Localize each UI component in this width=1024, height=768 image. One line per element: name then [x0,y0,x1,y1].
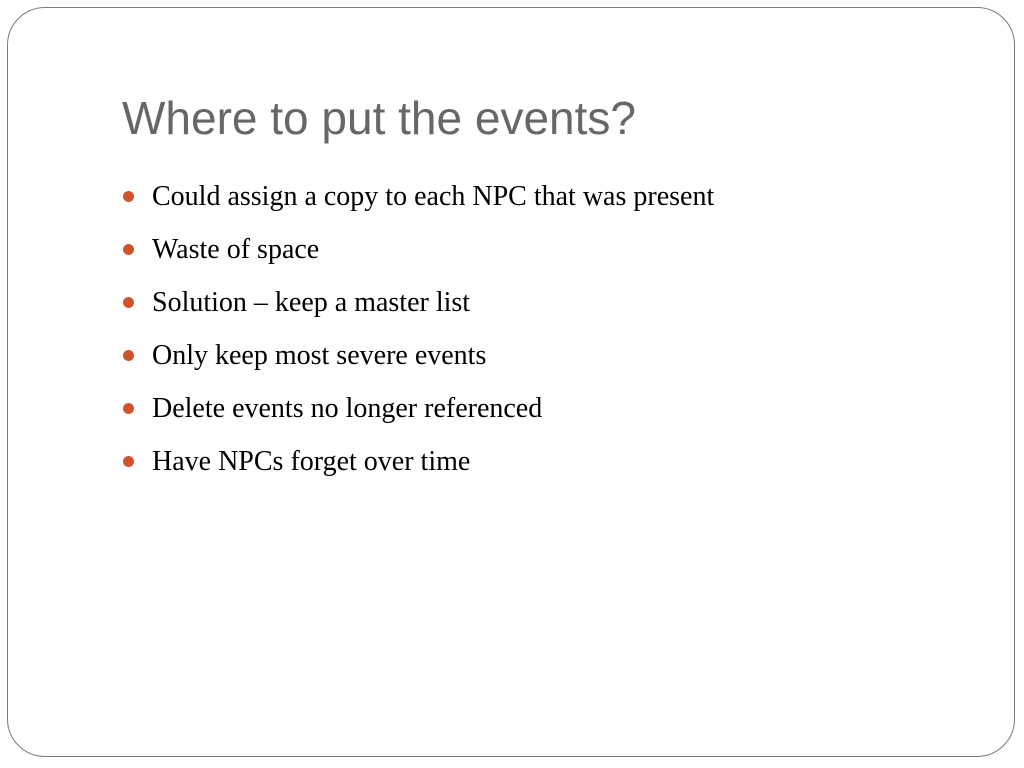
bullet-item [123,386,714,439]
bullet-item [123,174,714,227]
bullet-list [123,174,714,492]
bullet-item [123,333,714,386]
bullet-item [123,439,714,492]
bullet-item [123,280,714,333]
bullet-dot-icon [123,403,134,414]
bullet-dot-icon [123,244,134,255]
bullet-text: Waste of space [152,234,320,265]
slide-title: Where to put the events? [122,92,636,144]
bullet-dot-icon [123,350,134,361]
bullet-dot-icon [123,456,134,467]
bullet-text: Delete events no longer referenced [152,393,543,424]
bullet-text: Only keep most severe events [152,340,487,371]
bullet-text: Could assign a copy to each NPC that was present [152,181,715,212]
slide-frame [7,7,1015,757]
bullet-text: Have NPCs forget over time [152,446,471,477]
bullet-dot-icon [123,191,134,202]
bullet-text: Solution – keep a master list [152,287,471,318]
bullet-dot-icon [123,297,134,308]
bullet-item [123,227,714,280]
